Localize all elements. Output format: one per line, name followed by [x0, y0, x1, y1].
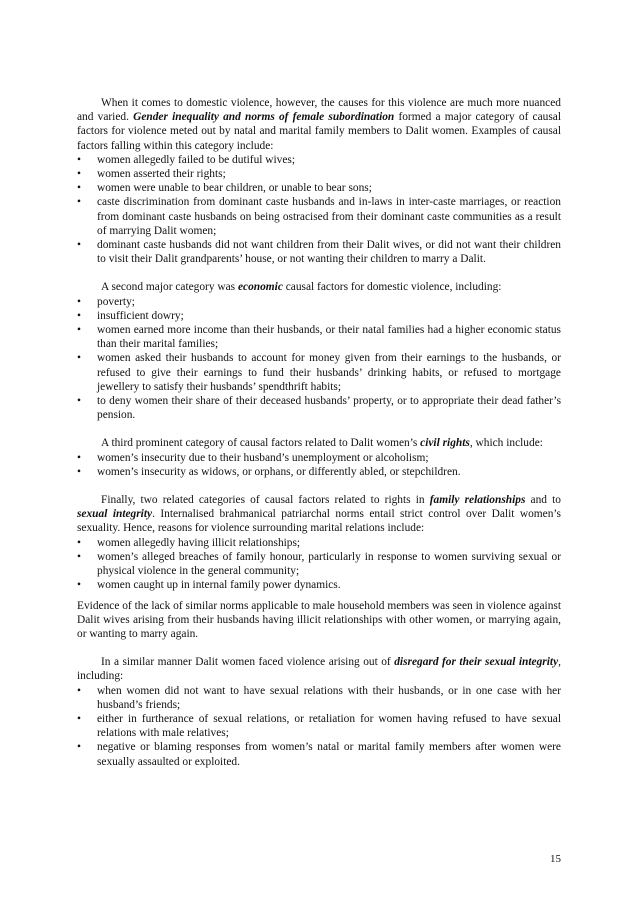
list-item: • women’s alleged breaches of family honour, particularly in response to women surviving sexual or physical violence in the general community; [77, 550, 561, 578]
list-item: • poverty; [77, 295, 135, 308]
list-item: • dominant caste husbands did not want children from their Dalit wives, or did not want their children to visit their Dalit grandparents’ house, or not wanting their children to marry a Dalit. [77, 239, 561, 266]
bullet-icon: • [77, 168, 81, 181]
bullet-list-gender [77, 153, 561, 267]
paragraph-civil-intro: A third prominent category of causal factors related to Dalit women’s civil rights, which include: [101, 437, 543, 450]
list-item: • women caught up in internal family power dynamics. [77, 579, 341, 592]
list-item: • women allegedly having illicit relationships; [77, 536, 301, 549]
list-item: • women’s insecurity due to their husband’s unemployment or alcoholism; [77, 451, 429, 464]
list-item: • women allegedly failed to be dutiful wives; [77, 153, 296, 166]
bullet-icon: • [77, 196, 81, 209]
page-number: 15 [550, 853, 561, 865]
emphasis-economic: economic [237, 281, 283, 294]
bullet-icon: • [77, 741, 81, 754]
emphasis-disregard-sexual-integrity: disregard for their sexual integrity [394, 656, 559, 669]
bullet-icon: • [77, 239, 81, 252]
bullet-icon: • [77, 451, 81, 464]
bullet-icon: • [77, 550, 81, 563]
list-item: • women earned more income than their husbands, or their natal families had a higher economic status than their marital families; [77, 324, 561, 351]
bullet-icon: • [77, 395, 81, 408]
paragraph-family-intro: Finally, two related categories of causal factors related to rights in family relationships and to sexual integrity. Internalised brahmanical patriarchal norms entail strict control over Dalit women’s sexuality. Hence, reasons for violence surrounding marital relations include: [77, 494, 561, 535]
list-item: • women asked their husbands to account for money given from their earnings to the husbands, or refused to give their earnings to fund their husbands’ drinking habits, or refused to mortgage jewellery to satisfy their husbands’ spendthrift habits; [77, 352, 561, 393]
list-item: • when women did not want to have sexual relations with their husbands, or in one case with her husband’s friends; [77, 684, 561, 711]
bullet-icon: • [77, 309, 81, 322]
list-item: • to deny women their share of their deceased husbands’ property, or to appropriate their dead father’s pension. [77, 395, 561, 422]
emphasis-gender-inequality: Gender inequality and norms of female subordination [133, 111, 395, 124]
bullet-list-sexual [77, 684, 561, 769]
paragraph-gender-intro: When it comes to domestic violence, however, the causes for this violence are much more nuanced and varied. Gender inequality and norms of female subordination formed a major category of causal factors for violence meted out by natal and marital family members to Dalit women. Examples of causal factors falling within this category include: [77, 97, 562, 152]
bullet-icon: • [77, 536, 81, 549]
bullet-list-civil [77, 451, 561, 479]
list-item: • women asserted their rights; [77, 168, 226, 181]
bullet-icon: • [77, 684, 81, 697]
bullet-icon: • [77, 182, 81, 195]
bullet-icon: • [77, 295, 81, 308]
emphasis-sexual-integrity: sexual integrity [77, 508, 153, 521]
list-item: • women’s insecurity as widows, or orphans, or differently abled, or stepchildren. [77, 465, 461, 478]
paragraph-family-outro: Evidence of the lack of similar norms applicable to male household members was seen in violence against Dalit wives arising from their husbands having illicit relationships with other women, or marrying again, or wanting to marry again. [77, 599, 561, 640]
list-item: • negative or blaming responses from women’s natal or marital family members after women were sexually assaulted or exploited. [77, 741, 561, 768]
bullet-list-family [77, 536, 561, 593]
bullet-icon: • [77, 712, 81, 725]
page-body [77, 96, 561, 769]
bullet-icon: • [77, 324, 81, 337]
bullet-icon: • [77, 153, 81, 166]
emphasis-family-relationships: family relationships [429, 494, 526, 507]
bullet-list-economic [77, 295, 561, 423]
paragraph-economic-intro: A second major category was economic causal factors for domestic violence, including: [101, 281, 502, 294]
list-item: • insufficient dowry; [77, 309, 184, 322]
list-item: • caste discrimination from dominant caste husbands and in-laws in inter-caste marriages, or reaction from dominant caste husbands on being ostracised from their dominant caste communities as a result of marrying Dalit women; [77, 196, 561, 237]
list-item: • either in furtherance of sexual relations, or retaliation for women having refused to have sexual relations with male relatives; [77, 712, 561, 740]
emphasis-civil-rights: civil rights [420, 437, 470, 450]
list-item: • women were unable to bear children, or unable to bear sons; [77, 182, 372, 195]
bullet-icon: • [77, 579, 81, 592]
bullet-icon: • [77, 465, 81, 478]
bullet-icon: • [77, 352, 81, 365]
paragraph-sexual-intro: In a similar manner Dalit women faced violence arising out of disregard for their sexual integrity, including: [77, 656, 561, 683]
